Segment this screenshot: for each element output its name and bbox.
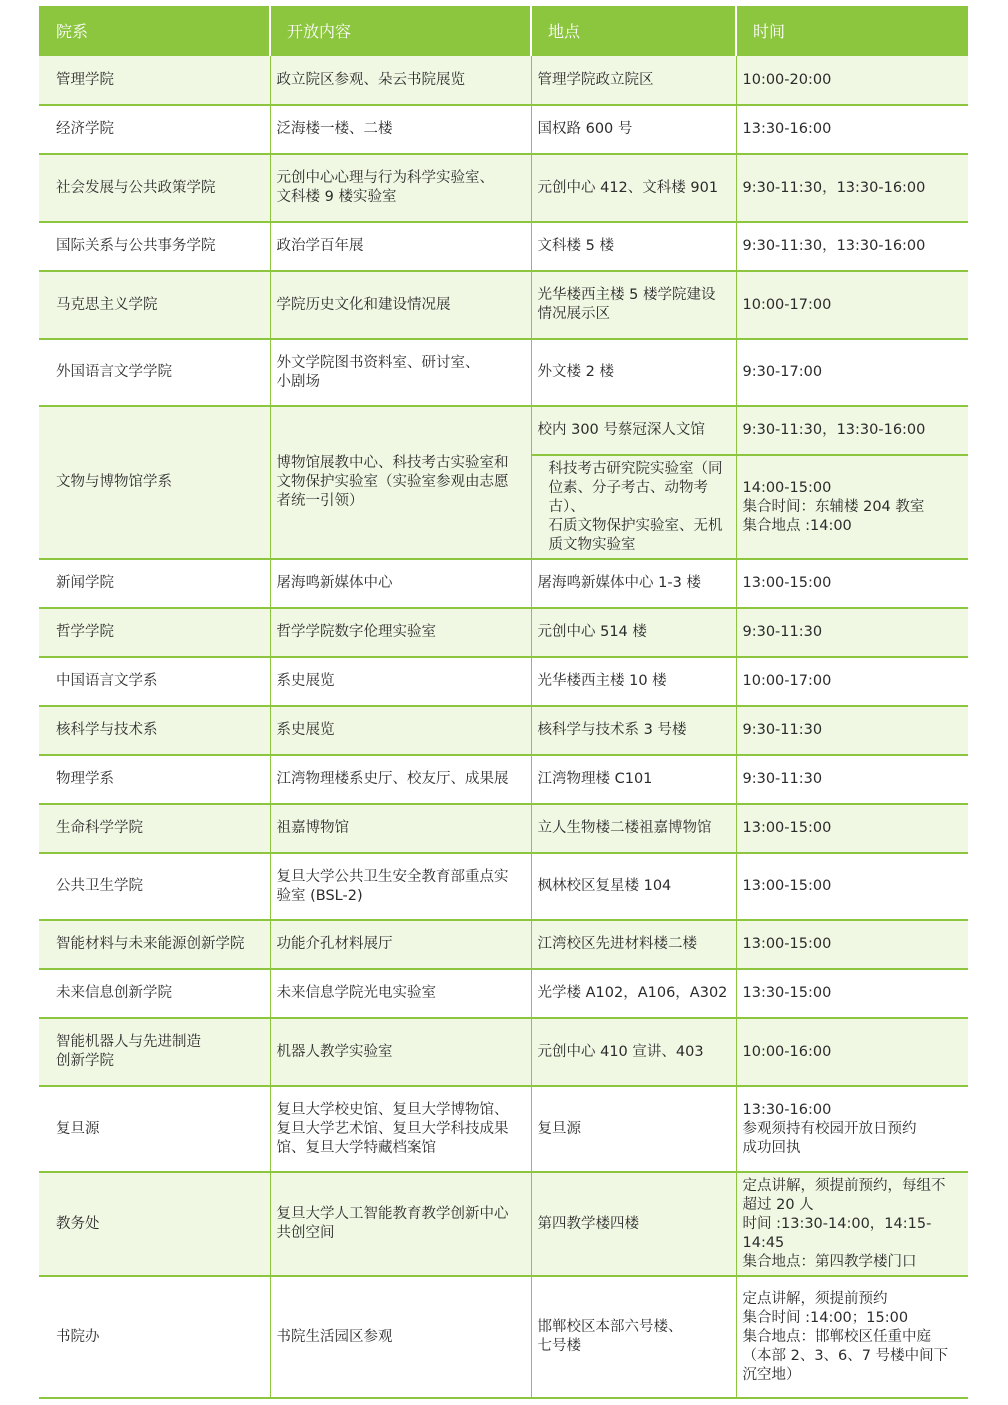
table-row: [39, 406, 968, 455]
cell-time: 9:30-11:30: [736, 706, 968, 755]
cell-dept: 外国语言文学学院: [39, 339, 270, 406]
cell-time: 13:30-15:00: [736, 969, 968, 1018]
cell-time: 13:00-15:00: [736, 804, 968, 853]
cell-content: 屠海鸣新媒体中心: [270, 559, 531, 608]
cell-location: 元创中心 514 楼: [531, 608, 736, 657]
cell-dept: 核科学与技术系: [39, 706, 270, 755]
header-dept: 院系: [39, 6, 270, 56]
cell-content: 复旦大学公共卫生安全教育部重点实 验室 (BSL-2): [270, 853, 531, 920]
cell-content: 机器人教学实验室: [270, 1018, 531, 1086]
cell-time: 10:00-17:00: [736, 657, 968, 706]
cell-time: 13:00-15:00: [736, 559, 968, 608]
table-row: [39, 608, 968, 657]
table-row: [39, 56, 968, 105]
table-row: [39, 559, 968, 608]
cell-time: 13:00-15:00: [736, 920, 968, 969]
table-row: [39, 706, 968, 755]
cell-time: 9:30-11:30，13:30-16:00: [736, 222, 968, 271]
cell-location: 文科楼 5 楼: [531, 222, 736, 271]
header-location: 地点: [531, 6, 736, 56]
table-row: [39, 1086, 968, 1172]
cell-location: 外文楼 2 楼: [531, 339, 736, 406]
cell-content: 学院历史文化和建设情况展: [270, 271, 531, 339]
table-row: [39, 339, 968, 406]
table-row: [39, 105, 968, 154]
cell-dept: 社会发展与公共政策学院: [39, 154, 270, 222]
cell-location: 管理学院政立院区: [531, 56, 736, 105]
cell-location: 科技考古研究院实验室（同 位素、分子考古、动物考古）、 石质文物保护实验室、无机 质文物实验室: [531, 455, 736, 559]
cell-time: 10:00-20:00: [736, 56, 968, 105]
cell-location: 国权路 600 号: [531, 105, 736, 154]
cell-content: 祖嘉博物馆: [270, 804, 531, 853]
cell-time: 14:00-15:00 集合时间：东辅楼 204 教室 集合地点 :14:00: [736, 455, 968, 559]
cell-content: 哲学学院数字伦理实验室: [270, 608, 531, 657]
cell-dept: 马克思主义学院: [39, 271, 270, 339]
cell-location: 江湾物理楼 C101: [531, 755, 736, 804]
cell-dept: 新闻学院: [39, 559, 270, 608]
cell-content: 政立院区参观、朵云书院展览: [270, 56, 531, 105]
cell-time: 10:00-17:00: [736, 271, 968, 339]
cell-time: 定点讲解，须提前预约，每组不 超过 20 人 时间 :13:30-14:00，14:15-14:45 集合地点：第四教学楼门口: [736, 1172, 968, 1276]
table-row: [39, 804, 968, 853]
cell-content: 系史展览: [270, 657, 531, 706]
table-row: [39, 222, 968, 271]
table-row: [39, 1018, 968, 1086]
cell-location: 光学楼 A102，A106，A302: [531, 969, 736, 1018]
table-row: [39, 154, 968, 222]
open-day-schedule-table: [39, 6, 968, 1399]
cell-dept: 中国语言文学系: [39, 657, 270, 706]
cell-dept: 智能机器人与先进制造 创新学院: [39, 1018, 270, 1086]
cell-location: 元创中心 410 宣讲、403: [531, 1018, 736, 1086]
cell-time: 9:30-11:30: [736, 608, 968, 657]
cell-time: 定点讲解，须提前预约 集合时间 :14:00；15:00 集合地点：邯郸校区任重中庭 （本部 2、3、6、7 号楼中间下 沉空地）: [736, 1276, 968, 1398]
cell-location: 校内 300 号蔡冠深人文馆: [531, 406, 736, 455]
cell-time: 9:30-17:00: [736, 339, 968, 406]
cell-content: 书院生活园区参观: [270, 1276, 531, 1398]
cell-dept: 未来信息创新学院: [39, 969, 270, 1018]
table-row: [39, 1172, 968, 1276]
cell-location: 枫林校区复星楼 104: [531, 853, 736, 920]
cell-location: 元创中心 412、文科楼 901: [531, 154, 736, 222]
cell-dept: 教务处: [39, 1172, 270, 1276]
cell-dept: 物理学系: [39, 755, 270, 804]
table-row: [39, 920, 968, 969]
cell-dept: 书院办: [39, 1276, 270, 1398]
cell-content: 未来信息学院光电实验室: [270, 969, 531, 1018]
schedule-table-container: [39, 6, 968, 1399]
cell-location: 立人生物楼二楼祖嘉博物馆: [531, 804, 736, 853]
cell-content: 系史展览: [270, 706, 531, 755]
cell-location: 第四教学楼四楼: [531, 1172, 736, 1276]
cell-content: 复旦大学校史馆、复旦大学博物馆、 复旦大学艺术馆、复旦大学科技成果 馆、复旦大学特藏档案馆: [270, 1086, 531, 1172]
cell-location: 核科学与技术系 3 号楼: [531, 706, 736, 755]
cell-content: 功能介孔材料展厅: [270, 920, 531, 969]
table-row: [39, 969, 968, 1018]
cell-time: 9:30-11:30: [736, 755, 968, 804]
cell-dept: 智能材料与未来能源创新学院: [39, 920, 270, 969]
cell-content: 博物馆展教中心、科技考古实验室和 文物保护实验室（实验室参观由志愿 者统一引领）: [270, 406, 531, 559]
header-time: 时间: [736, 6, 968, 56]
header-content: 开放内容: [270, 6, 531, 56]
table-row: [39, 853, 968, 920]
cell-content: 泛海楼一楼、二楼: [270, 105, 531, 154]
cell-time: 13:00-15:00: [736, 853, 968, 920]
cell-location: 屠海鸣新媒体中心 1-3 楼: [531, 559, 736, 608]
table-row: [39, 271, 968, 339]
cell-time: 10:00-16:00: [736, 1018, 968, 1086]
table-row: [39, 1276, 968, 1398]
cell-content: 政治学百年展: [270, 222, 531, 271]
cell-location: 江湾校区先进材料楼二楼: [531, 920, 736, 969]
cell-dept: 国际关系与公共事务学院: [39, 222, 270, 271]
cell-dept: 文物与博物馆学系: [39, 406, 270, 559]
cell-dept: 公共卫生学院: [39, 853, 270, 920]
cell-time: 9:30-11:30，13:30-16:00: [736, 406, 968, 455]
table-row: [39, 657, 968, 706]
cell-content: 外文学院图书资料室、研讨室、 小剧场: [270, 339, 531, 406]
cell-time: 13:30-16:00 参观须持有校园开放日预约 成功回执: [736, 1086, 968, 1172]
cell-dept: 生命科学学院: [39, 804, 270, 853]
cell-location: 复旦源: [531, 1086, 736, 1172]
cell-content: 江湾物理楼系史厅、校友厅、成果展: [270, 755, 531, 804]
table-row: [39, 755, 968, 804]
cell-dept: 管理学院: [39, 56, 270, 105]
cell-content: 复旦大学人工智能教育教学创新中心 共创空间: [270, 1172, 531, 1276]
cell-dept: 经济学院: [39, 105, 270, 154]
cell-dept: 哲学学院: [39, 608, 270, 657]
cell-time: 13:30-16:00: [736, 105, 968, 154]
cell-location: 光华楼西主楼 10 楼: [531, 657, 736, 706]
cell-location: 光华楼西主楼 5 楼学院建设 情况展示区: [531, 271, 736, 339]
table-header-row: [39, 6, 968, 56]
cell-content: 元创中心心理与行为科学实验室、 文科楼 9 楼实验室: [270, 154, 531, 222]
cell-location: 邯郸校区本部六号楼、 七号楼: [531, 1276, 736, 1398]
cell-time: 9:30-11:30，13:30-16:00: [736, 154, 968, 222]
cell-dept: 复旦源: [39, 1086, 270, 1172]
